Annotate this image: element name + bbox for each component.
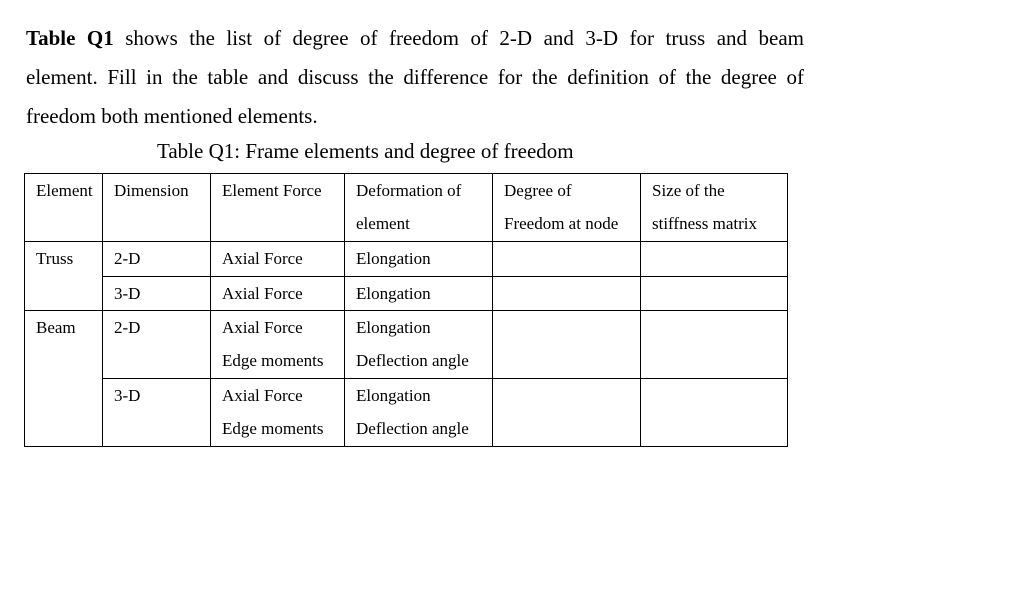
cell-force: Axial Force	[211, 277, 345, 311]
cell-dimension: 2-D	[103, 311, 211, 379]
header-element: Element	[25, 174, 103, 242]
cell-deformation: Elongation	[345, 242, 493, 277]
cell-dof-blank[interactable]	[493, 242, 641, 277]
header-degree-of-freedom: Degree of Freedom at node	[493, 174, 641, 242]
cell-size-blank[interactable]	[641, 242, 788, 277]
header-element-force: Element Force	[211, 174, 345, 242]
table-row	[25, 277, 788, 311]
frame-elements-table	[24, 173, 788, 447]
paragraph-line-2: element. Fill in the table and discuss the difference for the definition of the degree of	[26, 65, 804, 89]
paragraph-line-1	[26, 19, 804, 58]
cell-dof-blank[interactable]	[493, 311, 641, 379]
header-dimension: Dimension	[103, 174, 211, 242]
paragraph-line-3: freedom both mentioned elements.	[26, 104, 318, 128]
table-row	[25, 242, 788, 277]
cell-dof-blank[interactable]	[493, 379, 641, 447]
cell-size-blank[interactable]	[641, 379, 788, 447]
cell-dimension: 2-D	[103, 242, 211, 277]
cell-deformation: Elongation Deflection angle	[345, 311, 493, 379]
paragraph-line-1-text: shows the list of degree of freedom of 2-D and 3-D for truss and beam	[113, 26, 804, 50]
table-caption: Table Q1: Frame elements and degree of freedom	[157, 139, 574, 163]
cell-size-blank[interactable]	[641, 311, 788, 379]
cell-force: Axial Force Edge moments	[211, 379, 345, 447]
table-row	[25, 379, 788, 447]
header-deformation: Deformation of element	[345, 174, 493, 242]
header-stiffness-size: Size of the stiffness matrix	[641, 174, 788, 242]
cell-element	[25, 379, 103, 447]
table-row	[25, 311, 788, 379]
cell-element: Truss	[25, 242, 103, 277]
cell-dimension: 3-D	[103, 379, 211, 447]
cell-force: Axial Force Edge moments	[211, 311, 345, 379]
cell-dimension: 3-D	[103, 277, 211, 311]
cell-element: Beam	[25, 311, 103, 379]
cell-force: Axial Force	[211, 242, 345, 277]
table-header-row	[25, 174, 788, 242]
cell-deformation: Elongation	[345, 277, 493, 311]
cell-deformation: Elongation Deflection angle	[345, 379, 493, 447]
cell-size-blank[interactable]	[641, 277, 788, 311]
cell-element	[25, 277, 103, 311]
question-paragraph	[26, 19, 816, 136]
table-reference: Table Q1	[26, 26, 114, 50]
cell-dof-blank[interactable]	[493, 277, 641, 311]
